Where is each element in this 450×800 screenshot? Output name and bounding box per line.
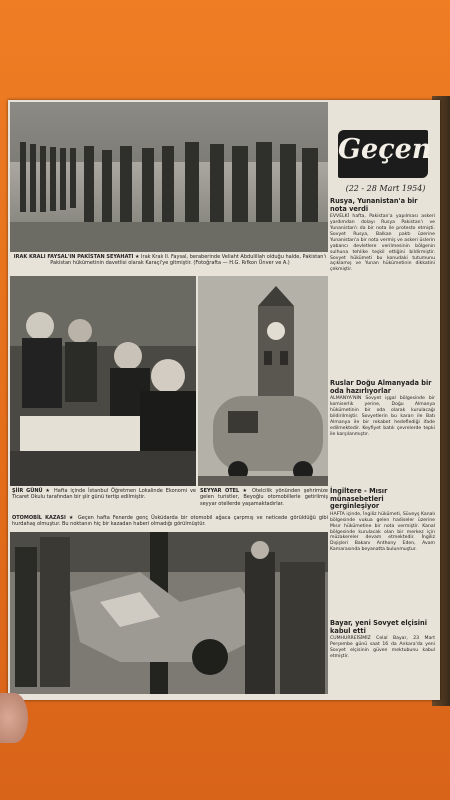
caption-seyyar-title: SEYYAR OTEL [200, 488, 240, 494]
photo-sir-gunu [10, 276, 196, 486]
caption-sir-gunu-text: ★ Hafta içinde İstanbul Öğretmen Lokalinde Ekonomi ve Ticaret Okulu tarafından bir şiir günü tertip edilmiştir. [12, 488, 196, 501]
masthead [338, 130, 432, 178]
article-bayar-title: Bayar, yeni Sovyet elçisini kabul etti [330, 619, 427, 635]
caption-kaza-text: ★ Geçen hafta Fenerde genç Üsküdarda bir otomobil ağaca çarpmış ve neticede görüldüğü gibi hurdahaş olmuştur. Bu noktanın hiç bir kazadan haberi olmadığı görülmüştür. [12, 515, 328, 528]
issue-date: (22 - 28 Mart 1954) [345, 184, 426, 193]
masthead-title: Geçen [338, 134, 432, 165]
article-bayar-text: CUMHURREİSİMİZ Celal Bayar, 23 Mart Perşembe günü saat 16 da Ankara'da yeni Sovyet elçisinin güven mektubunu kabul etmiştir. [330, 636, 435, 659]
hand-thumb [0, 693, 28, 743]
photo-otomobil-kazasi [10, 532, 328, 694]
article-ingiltere-title: İngiltere - Mısır münasebetleri gerginleşiyor [330, 487, 388, 511]
magazine-page [8, 100, 440, 700]
article-rusya-title: Rusya, Yunanistan'a bir nota verdi [330, 197, 418, 213]
caption-sir-gunu-title: ŞİİR GÜNÜ [12, 488, 43, 494]
article-rusya [330, 198, 435, 273]
article-bayar [330, 620, 435, 660]
article-ingiltere [330, 488, 435, 553]
caption-faysal [12, 254, 328, 267]
caption-faysal-title: IRAK KRALI FAYSAL'IN PAKİSTAN SEYAHATI [13, 254, 134, 260]
caption-kaza [12, 515, 328, 528]
caption-sir-gunu [12, 488, 196, 501]
article-ingiltere-text: HAFTA içinde, İngiliz hükümeti, Süveyş Kanalı bölgesinde vukua gelen hadiseler üzerine Mısır hükümetine bir nota vermiştir. Kanal bölgesinde kurulacak olan bir merkez için müzakereler devam etmektedir. İngiliz Dışişleri Bakanı Anthony Eden, Avam Kamarasında beyanatta bulunmuştur. [330, 511, 435, 553]
photo-faysal-parade [10, 102, 328, 252]
caption-seyyar [200, 488, 328, 507]
article-rusya-text: EVVELKİ hafta, Pakistan'a yapılması askeri yardımdan dolayı Rusya Pakistan'ı ve Yunanistan'ı da bir nota ile protesto etmişti. Sovyet Rusya, Balkan paktı üzerine Yunanistan'a bir nota vermiş ve askeri üslerin yabancı devletlere verilmesinin bölgenin sulhuna tehlike teşkil ettiğini bildirmiştir. Sovyet hükümeti bu konudaki tutumunu açıklamış ve Yunan hükümetinin dikkatini çekmiştir. [330, 214, 435, 273]
caption-kaza-title: OTOMOBİL KAZASI [12, 515, 66, 521]
photo-seyyar-otel [198, 276, 328, 486]
article-almanya-title: Ruslar Doğu Almanyada bir oda hazırlıyorlar [330, 379, 432, 395]
caption-faysal-text: ★ Irak Kralı II. Faysal, beraberinde Veliaht Abdulillah olduğu halde, Pakistan'ı Pakistan hükümetinin davetlisi olarak Karaçi'ye gitmiştir. (Fotoğrafta — H.G. Rıfkon Ünver ve A.) [50, 254, 327, 267]
caption-seyyar-text: ★ Otelcilik yönünden şehrimize gelen turistler, Beyoğlu otomobillerle getirilmiş seyyar otellerde yaşamaktadırlar. [200, 488, 328, 507]
article-almanya-text: ALMANYA'NIN Sovyet işgal bölgesinde bir komiserlik yerine, Doğu Almanya hükümetinin bir oda olarak kurulacağı bildirilmiştir. Sovyetlerin bu kararı ile Batı Almanya ile bir rekabet hedeflediği ifade edilmektedir. Keyfiyet batılı çevrelerde tepki ile karşılanmıştır. [330, 396, 435, 437]
article-almanya [330, 380, 435, 438]
